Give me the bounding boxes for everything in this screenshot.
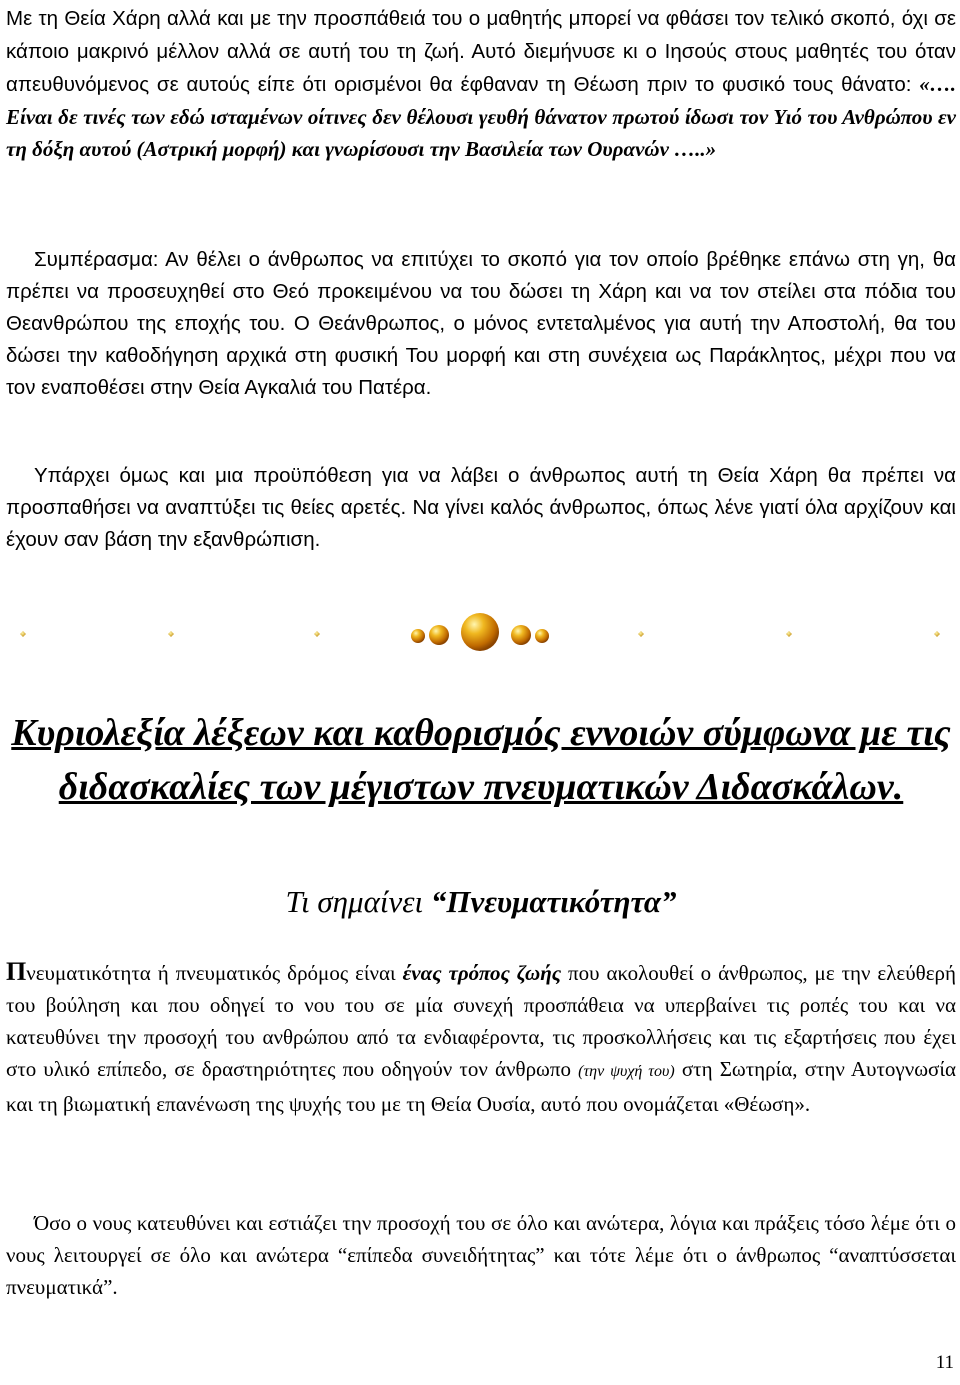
subheading-term: “Πνευματικότητα”	[430, 884, 677, 919]
definition-aside: (την ψυχή του)	[578, 1063, 675, 1080]
paragraph-theosis-text: Με τη Θεία Χάρη αλλά και με την προσπάθειά του ο μαθητής μπορεί να φθάσει τον τελικό σκοπό, όχι σε κάποιο μακρινό μέλλον αλλά σε αυτή του τη ζωή. Αυτό διεμήνυσε κι ο Ιησούς στους μαθητές του όταν απευθυνόμενος σε αυτούς είπε ότι ορισμένοι θα έφθαναν τη Θέωση πριν το φυσικό τους θάνατο:	[6, 7, 956, 96]
subheading	[6, 880, 956, 924]
definition-part1: νευματικότητα ή πνευματικός δρόμος είναι	[26, 961, 403, 985]
paragraph-definition	[6, 956, 956, 1120]
definition-emphasis: ένας τρόπος ζωής	[402, 961, 562, 985]
paragraph-theosis	[6, 2, 956, 165]
paragraph-precondition: Υπάρχει όμως και μια προϋπόθεση για να λάβει ο άνθρωπος αυτή τη Θεία Χάρη θα πρέπει να προσπαθήσει να αναπτύξει τις θείες αρετές. Να γίνει καλός άνθρωπος, όπως λένε γιατί όλα αρχίζουν και έχουν σαν βάση την εξανθρώπιση.	[6, 464, 956, 551]
subheading-prefix: Τι σημαίνει	[285, 884, 431, 919]
drop-letter: Π	[6, 957, 27, 986]
paragraph-conclusion: Συμπέρασμα: Αν θέλει ο άνθρωπος να επιτύχει το σκοπό για τον οποίο βρέθηκε επάνω στη γη, θα πρέπει να προσευχηθεί στο Θεό προκειμένου να του δώσει τη Χάρη και να τον στείλει στα πόδια του Θεανθρώπου της εποχής του. Ο Θεάνθρωπος, ο μόνος εντεταλμένος για αυτή την Αποστολή, θα του δώσει την καθοδήγηση αρχικά στη φυσική Του μορφή και στη συνέχεια ως Παράκλητος, μέχρι που να τον εναποθέσει στην Θεία Αγκαλιά του Πατέρα.	[6, 248, 956, 399]
golden-orbs-divider-icon	[6, 600, 956, 670]
scripture-quote: «…. Είναι δε τινές των εδώ ισταμένων οίτινες δεν θέλουσι γευθή θάνατον πρωτού ίδωσι τον Υιό του Ανθρώπου εν τη δόξη αυτού (Αστρική μορφή) και γνωρίσουσι την Βασιλεία των Ουρανών …..»	[6, 72, 956, 161]
definition-part3: στη Σωτηρία, στην Αυτογνωσία και τη βιωματική επανένωση της ψυχής του με τη Θεία Ουσία, αυτό που ονομάζεται «Θέωση».	[6, 1057, 956, 1116]
page-number: 11	[935, 1352, 954, 1373]
definition-part2: που ακολουθεί ο άνθρωπος, με την ελεύθερή του βούληση και που οδηγεί το νου του σε μία συνεχή προσπάθεια να υπερβαίνει τις ροπές του και να κατευθύνει την προσοχή του ανθρώπου από τα ενδιαφέροντα, τις προσκολλήσεις και τις εξαρτήσεις που έχει στο υλικό επίπεδο, σε δραστηριότητες που οδηγούν τον άνθρωπο	[6, 961, 956, 1081]
orb-icons	[411, 613, 549, 651]
paragraph-consciousness: Όσο ο νους κατευθύνει και εστιάζει την προσοχή του σε όλο και ανώτερα, λόγια και πράξεις τόσο λέμε ότι ο νους λειτουργεί σε όλο και ανώτερα “επίπεδα συνειδήτητας” και τότε λέμε ότι ο άνθρωπος “αναπτύσσεται πνευματικά”.	[6, 1211, 956, 1299]
section-heading: Κυριολεξία λέξεων και καθορισμός εννοιών σύμφωνα με τις διδασκαλίες των μέγιστων πνευματικών Διδασκάλων.	[11, 712, 951, 808]
